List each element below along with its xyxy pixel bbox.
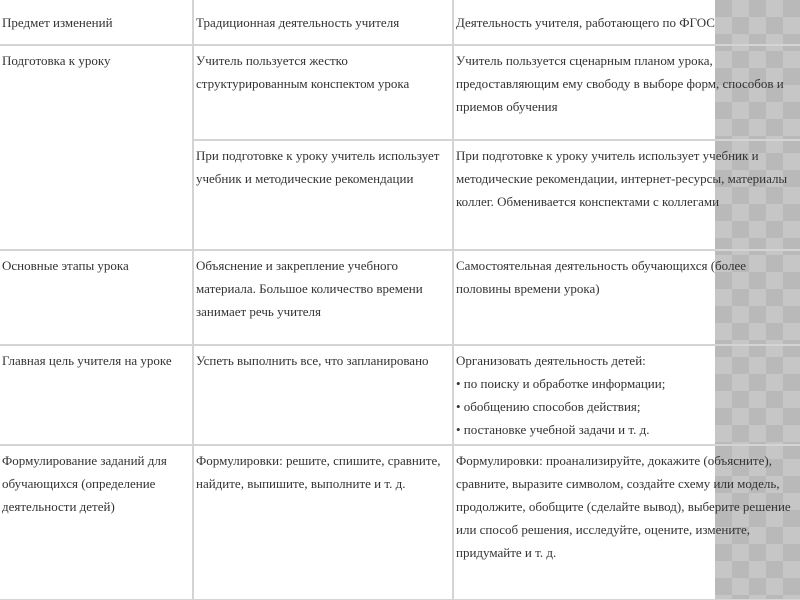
subject-cell: Основные этапы урока	[0, 250, 193, 345]
fgos-cell: Самостоятельная деятельность обучающихся (более половины времени урока)	[453, 250, 800, 345]
fgos-bullet: • постановке учебной задачи и т. д.	[456, 422, 650, 437]
table-row	[0, 45, 800, 140]
subject-cell: Подготовка к уроку	[0, 45, 193, 250]
traditional-cell: Объяснение и закрепление учебного материала. Большое количество времени занимает речь учителя	[193, 250, 453, 345]
table-row	[0, 250, 800, 345]
fgos-cell	[453, 345, 800, 445]
header-traditional: Традиционная деятельность учителя	[193, 0, 453, 45]
traditional-cell: Формулировки: решите, спишите, сравните, найдите, выпишите, выполните и т. д.	[193, 445, 453, 600]
header-row	[0, 0, 800, 45]
fgos-line: Организовать деятельность детей:	[456, 353, 646, 368]
fgos-cell: Учитель пользуется сценарным планом урока, предоставляющим ему свободу в выборе форм, способов и приемов обучения	[453, 45, 800, 140]
fgos-bullet: • обобщению способов действия;	[456, 399, 641, 414]
subject-cell: Главная цель учителя на уроке	[0, 345, 193, 445]
fgos-bullet: • по поиску и обработке информации;	[456, 376, 666, 391]
traditional-cell: Успеть выполнить все, что запланировано	[193, 345, 453, 445]
subject-cell: Формулирование заданий для обучающихся (определение деятельности детей)	[0, 445, 193, 600]
header-fgos: Деятельность учителя, работающего по ФГОС	[453, 0, 800, 45]
traditional-cell: Учитель пользуется жестко структурированным конспектом урока	[193, 45, 453, 140]
table-row	[0, 445, 800, 600]
traditional-cell: При подготовке к уроку учитель использует учебник и методические рекомендации	[193, 140, 453, 250]
fgos-cell: При подготовке к уроку учитель использует учебник и методические рекомендации, интернет-ресурсы, материалы коллег. Обменивается конспектами с коллегами	[453, 140, 800, 250]
table-row	[0, 345, 800, 445]
header-subject: Предмет изменений	[0, 0, 193, 45]
fgos-cell: Формулировки: проанализируйте, докажите (объясните), сравните, выразите символом, создайте схему или модель, продолжите, обобщите (сделайте вывод), выберите решение или способ решения, исследуйте, оцените, измените, придумайте и т. д.	[453, 445, 800, 600]
